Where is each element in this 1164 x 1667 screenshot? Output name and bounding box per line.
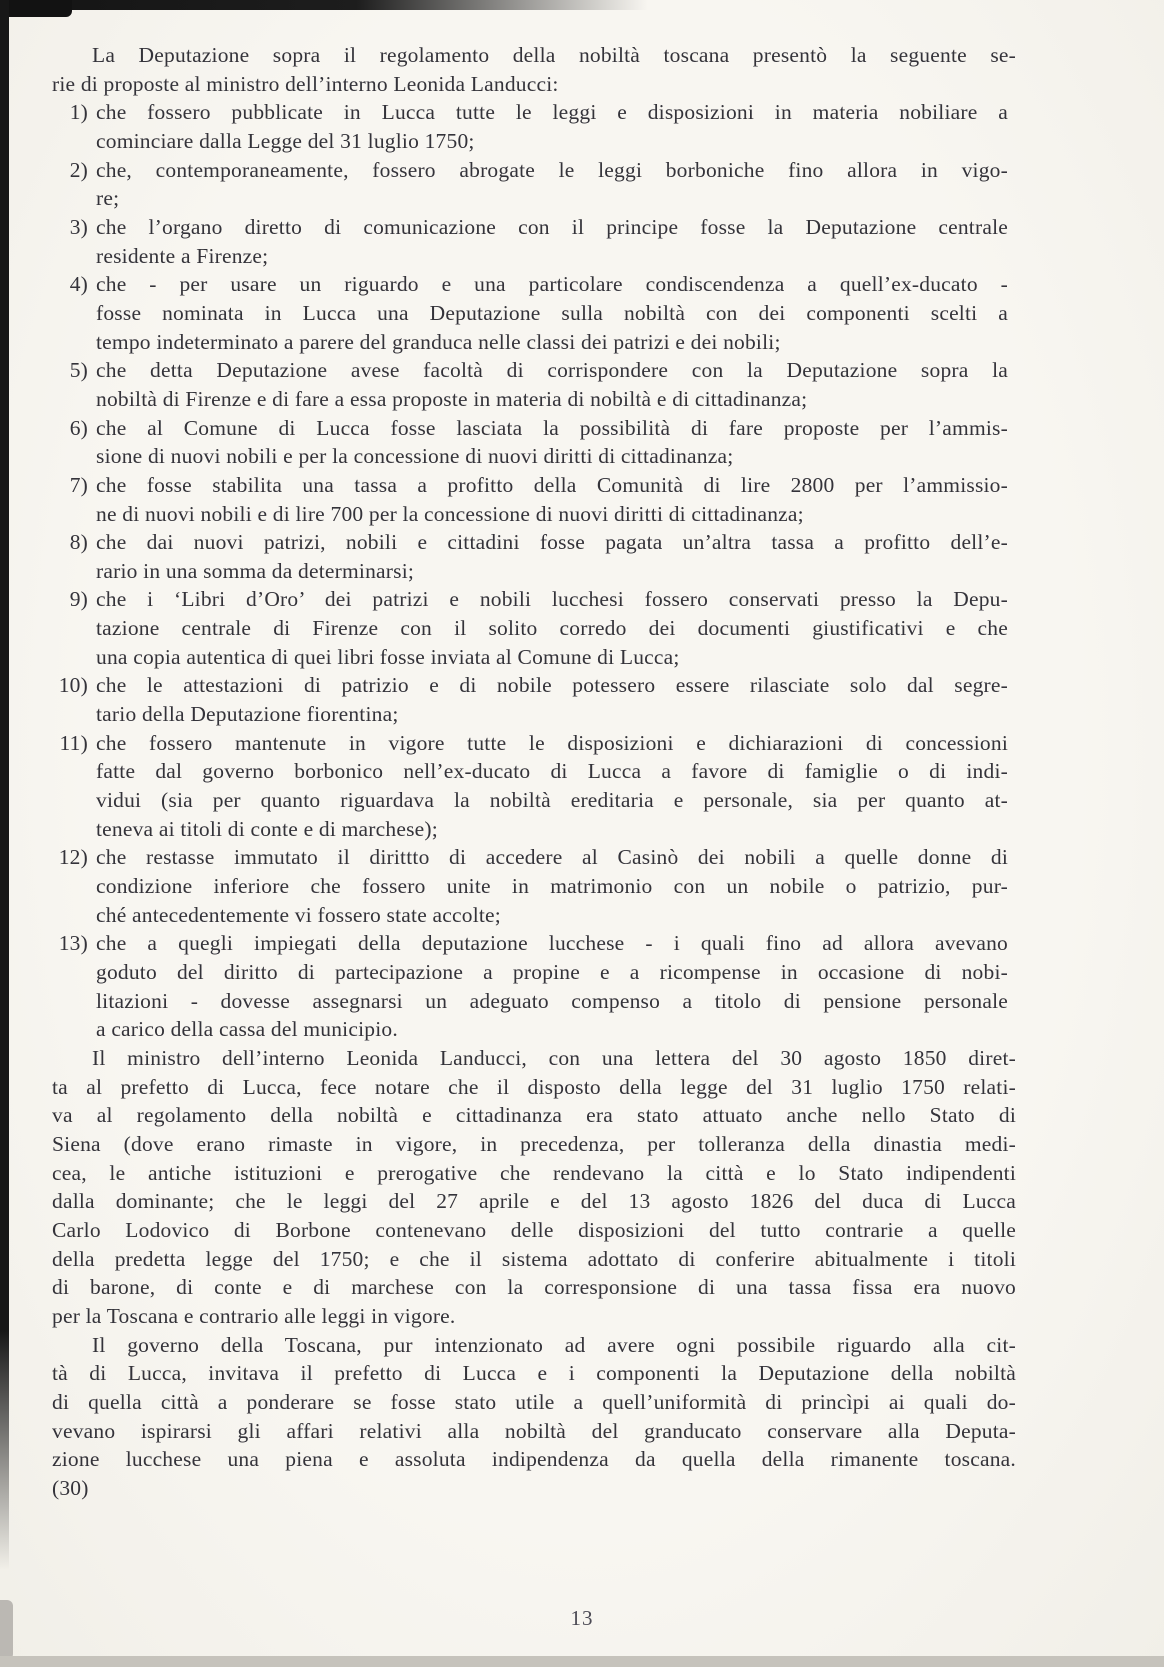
scan-corner-artifact bbox=[0, 0, 72, 17]
list-item-text: che al Comune di Lucca fosse lasciata la possibilità di fare proposte per l’ammis- sione di nuovi nobili e per la concessione di nuovi diritti di cittadinanza; bbox=[96, 415, 1008, 469]
list-item-number: 7) bbox=[69, 472, 88, 497]
list-item-number: 12) bbox=[58, 845, 88, 870]
page-number: 13 bbox=[570, 1606, 594, 1630]
list-item bbox=[40, 414, 1016, 471]
list-item-text: che dai nuovi patrizi, nobili e cittadini fosse pagata un’altra tassa a profitto dell’e- rario in una somma da determinarsi; bbox=[96, 530, 1008, 583]
list-item-number: 11) bbox=[59, 730, 88, 755]
list-item-text: che fossero pubblicate in Lucca tutte le leggi e disposizioni in materia nobiliare a cominciare dalla Legge del 31 luglio 1750; bbox=[96, 100, 1008, 153]
list-item-number: 6) bbox=[69, 415, 88, 440]
list-item bbox=[40, 585, 1016, 671]
list-item-text: che fosse stabilita una tassa a profitto della Comunità di lire 2800 per l’ammissio- ne di nuovi nobili e di lire 700 per la concessione di nuovi diritti di cittadinanza; bbox=[96, 472, 1008, 526]
list-item-text: che a quegli impiegati della deputazione lucchese - i quali fino ad allora avevano goduto del diritto di partecipazione a propine e a ricompense in occasione di nobi- litazioni - dovesse assegnarsi un adeguato compenso a titolo di pensione personale a carico della cassa del municipio. bbox=[96, 931, 1008, 1042]
list-item bbox=[40, 356, 1016, 413]
list-item bbox=[40, 471, 1016, 528]
intro-paragraph: La Deputazione sopra il regolamento della nobiltà toscana presentò la seguente se- rie di proposte al ministro dell’interno Leonida Landucci: bbox=[52, 43, 1016, 96]
list-item bbox=[40, 156, 1016, 213]
list-item-text: che fossero mantenute in vigore tutte le disposizioni e dichiarazioni di concessioni fatte dal governo borbonico nell’ex-ducato di Lucca a favore di famiglie o di indi- vidui (sia per quanto riguardava la nobiltà ereditaria e personale, sia per quanto at- teneva ai titoli di conte e di marchese); bbox=[96, 730, 1008, 841]
list-item bbox=[40, 671, 1016, 728]
list-item-number: 5) bbox=[69, 358, 88, 383]
list-item-text: che restasse immutato il dirittto di accedere al Casinò dei nobili a quelle donne di condizione inferiore che fossero unite in matrimonio con un nobile o patrizio, pur- ché antecedentemente vi fossero state accolte; bbox=[96, 845, 1008, 927]
list-item-text: che - per usare un riguardo e una particolare condiscendenza a quell’ex-ducato - fosse nominata in Lucca una Deputazione sulla nobiltà con dei componenti scelti a tempo indeterminato a parere del granduca nelle classi dei patrizi e dei nobili; bbox=[96, 272, 1008, 354]
list-item-text: che i ‘Libri d’Oro’ dei patrizi e nobili lucchesi fossero conservati presso la Depu- tazione centrale di Firenze con il solito corredo dei documenti giustificativi e che una copia autentica di quei libri fosse inviata al Comune di Lucca; bbox=[96, 587, 1008, 669]
list-item bbox=[40, 270, 1016, 356]
list-item bbox=[40, 213, 1016, 270]
scan-edge-top-artifact bbox=[0, 0, 648, 10]
list-item bbox=[40, 929, 1016, 1044]
list-item-text: che, contemporaneamente, fossero abrogate le leggi borboniche fino allora in vigo- re; bbox=[96, 157, 1008, 211]
list-item-text: che le attestazioni di patrizio e di nobile potessero essere rilasciate solo dal segre- tario della Deputazione fiorentina; bbox=[96, 673, 1008, 727]
tuscan-government-paragraph: Il governo della Toscana, pur intenzionato ad avere ogni possibile riguardo alla cit- tà di Lucca, invitava il prefetto di Lucca e i componenti la Deputazione della nobiltà di quella città a ponderare se fosse stato utile a quell’uniformità di princìpi ai quali do- vevano ispirarsi gli affari relativi alla nobiltà del granducato conservare alla Deputa- zione lucchese una piena e assoluta indipendenza da quella della rimanente toscana. (30) bbox=[52, 1332, 1016, 1500]
list-item-number: 13) bbox=[58, 931, 88, 956]
list-item-number: 3) bbox=[69, 214, 88, 239]
list-item bbox=[40, 528, 1016, 585]
proposals-list bbox=[0, 98, 1164, 1044]
list-item-number: 1) bbox=[69, 100, 88, 125]
list-item-number: 2) bbox=[69, 157, 88, 182]
list-item-number: 8) bbox=[69, 530, 88, 555]
list-item bbox=[40, 98, 1016, 155]
list-item bbox=[40, 843, 1016, 929]
list-item-number: 9) bbox=[69, 587, 88, 612]
list-item-number: 10) bbox=[58, 673, 88, 698]
list-item-number: 4) bbox=[69, 272, 88, 297]
list-item bbox=[40, 729, 1016, 844]
page-text-block bbox=[0, 41, 1164, 1502]
minister-letter-paragraph: Il ministro dell’interno Leonida Landucci, con una lettera del 30 agosto 1850 diret- ta al prefetto di Lucca, fece notare che il disposto della legge del 31 luglio 1750 relati- va al regolamento della nobiltà e cittadinanza era stato attuato anche nello Stato di Siena (dove erano rimaste in vigore, in precedenza, per tolleranza della dinastia medi- cea, le antiche istituzioni e prerogative che rendevano la città e lo Stato indipendenti dalla dominante; che le leggi del 27 aprile e del 13 agosto 1826 del duca di Lucca Carlo Lodovico di Borbone contenevano delle disposizioni del tutto contrarie a quelle della predetta legge del 1750; e che il sistema adottato di conferire abitualmente i titoli di barone, di conte e di marchese con la corresponsione di una tassa fissa era nuovo per la Toscana e contrario alle leggi in vigore. bbox=[52, 1045, 1016, 1328]
list-item-text: che detta Deputazione avese facoltà di corrispondere con la Deputazione sopra la nobiltà di Firenze e di fare a essa proposte in materia di nobiltà e di cittadinanza; bbox=[96, 358, 1008, 411]
scan-edge-bottom-artifact bbox=[0, 1656, 1164, 1667]
list-item-text: che l’organo diretto di comunicazione con il principe fosse la Deputazione centrale residente a Firenze; bbox=[96, 214, 1008, 268]
